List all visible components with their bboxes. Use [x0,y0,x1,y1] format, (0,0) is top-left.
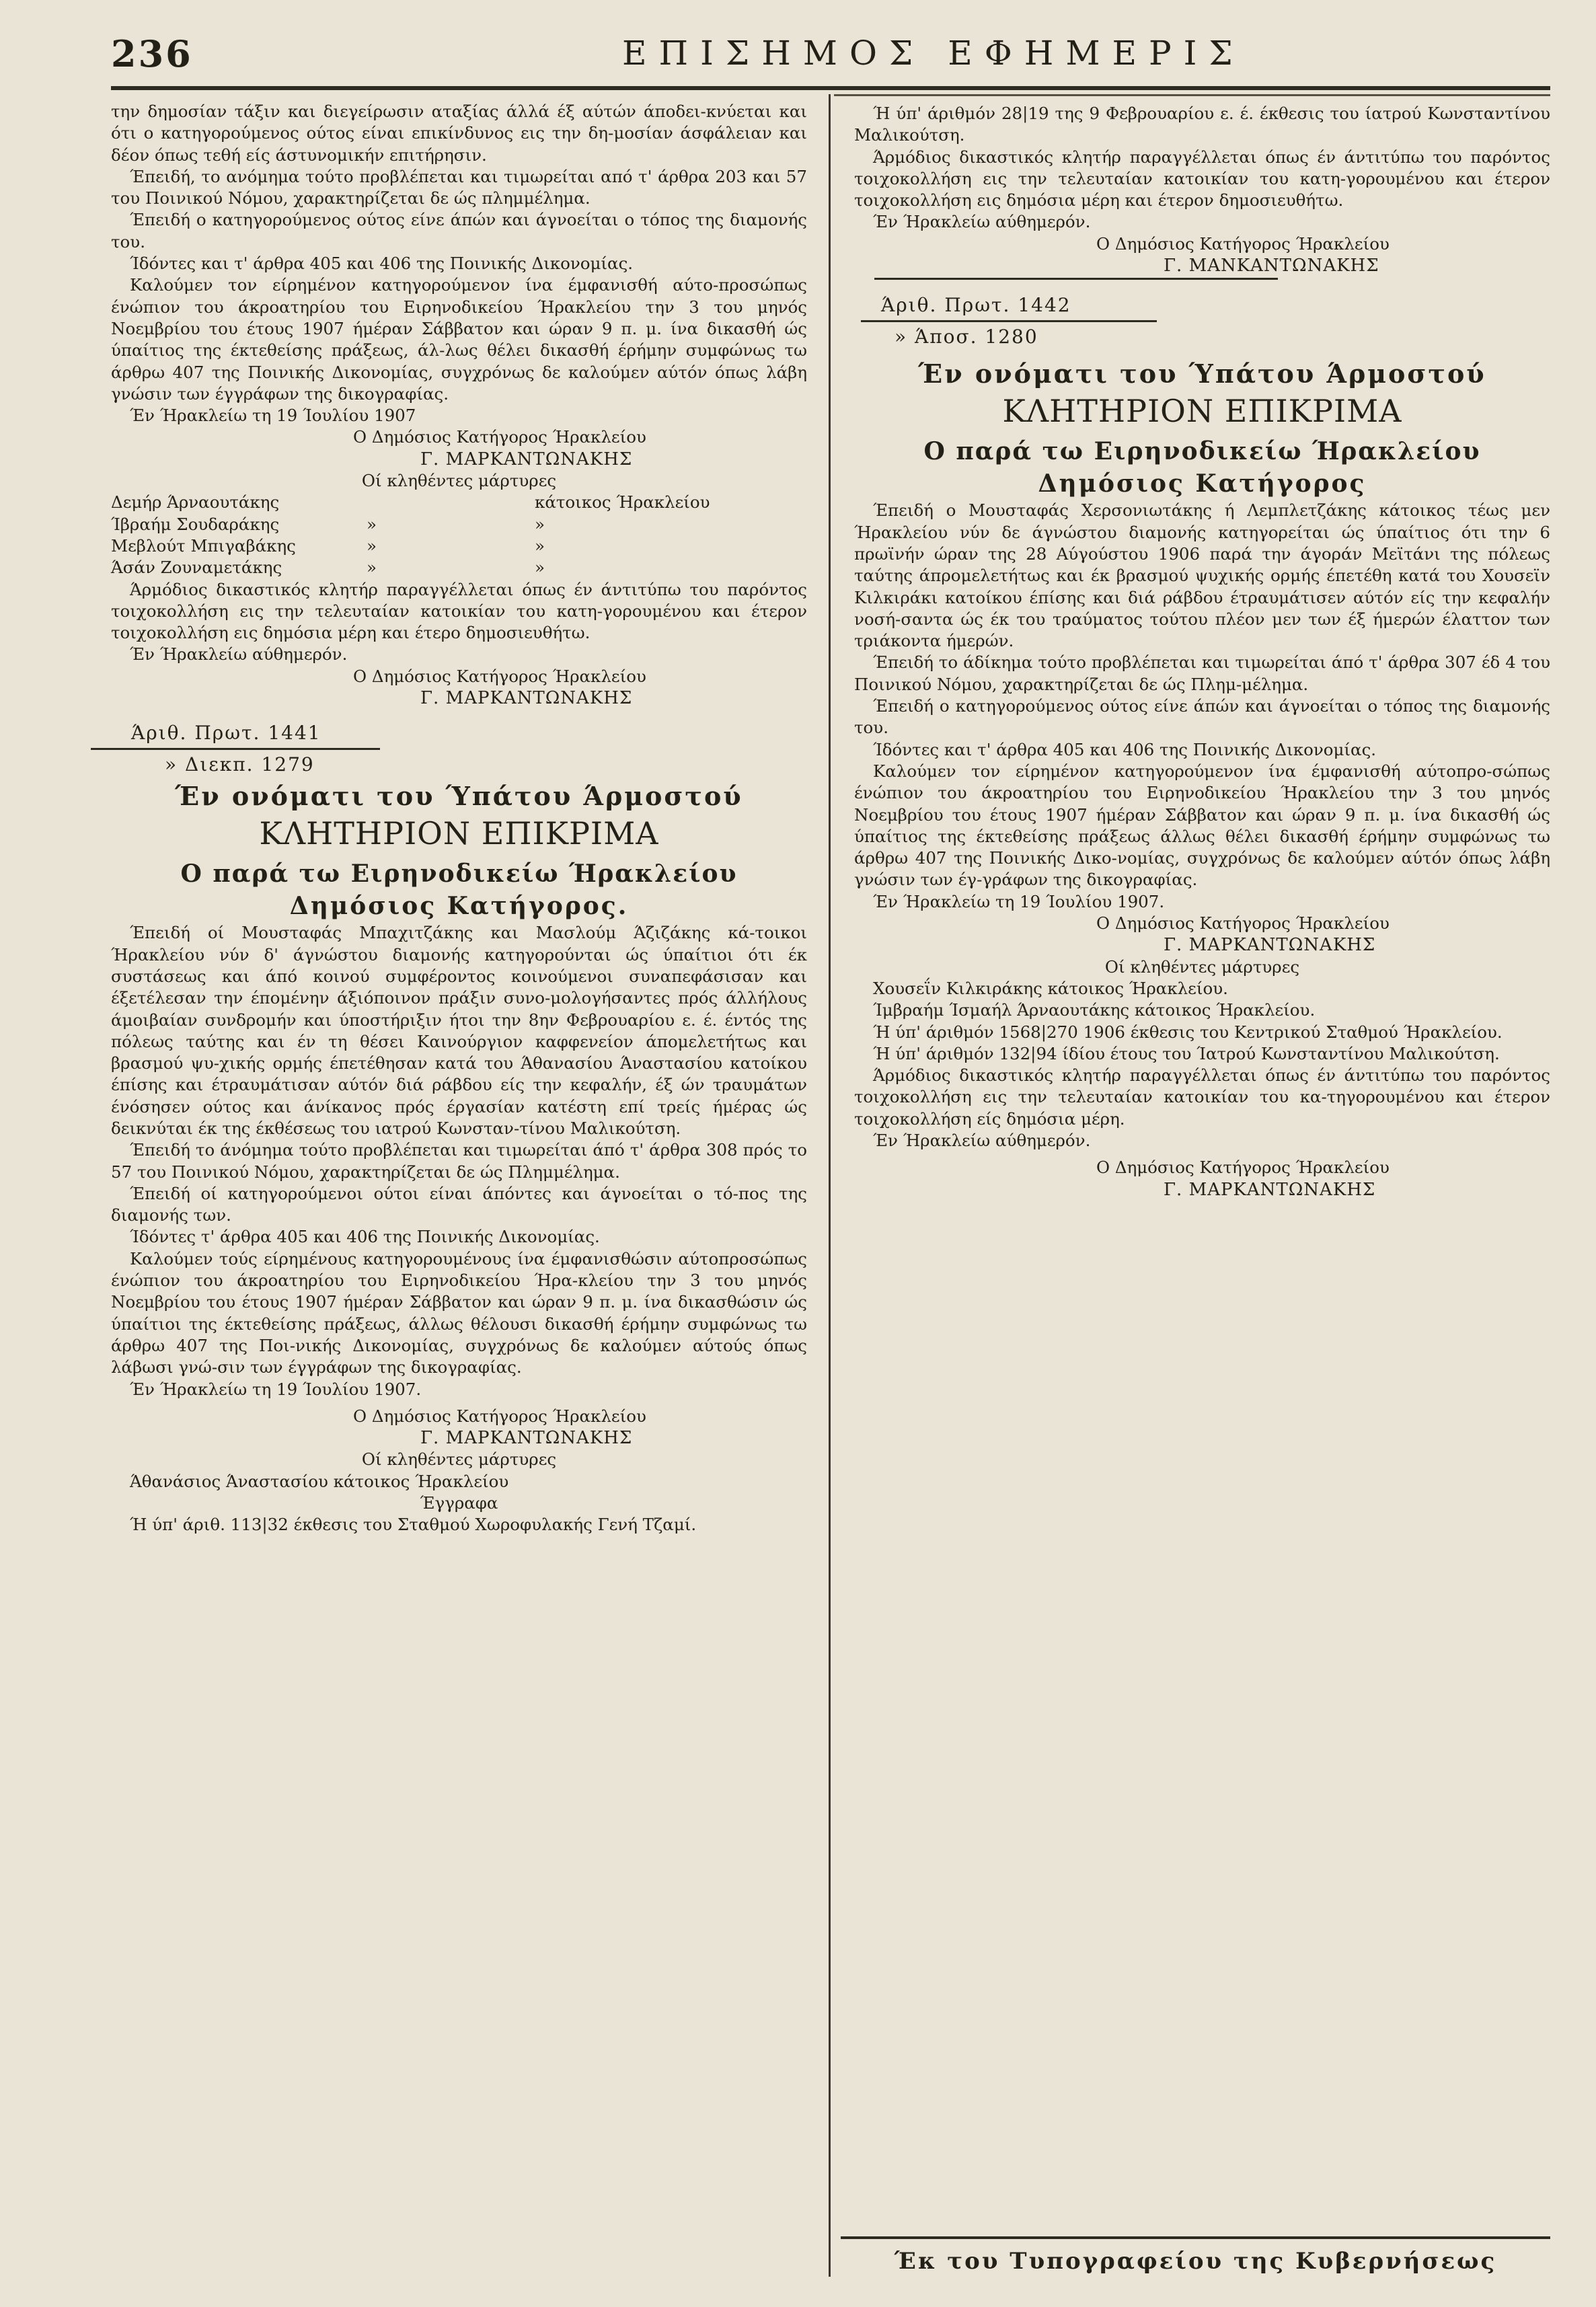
paragraph: Έπειδή οί κατηγορούμενοι ούτοι είναι άπόντες και άγνοείται ο τό-πος της διαμονής των. [111,1183,807,1225]
signature-office: Ο Δημόσιος Κατήγορος Ήρακλείου [1096,1158,1390,1178]
paragraph: Καλούμεν τούς είρημένους κατηγορουμένους ίνα έμφανισθώσιν αύτοπροσώπως ένώπιον του άκροατηρίου του Ειρηνοδικείου Ήρα-κλείου την 3 του μηνός Νοεμβρίου του έτους 1907 ήμέραν Σάββατον και ώραν 9 π. μ. ίνα δικασθώσιν ώς ύπαίτιοι της έκτεθείσης πράξεως, άλλως θέλουσι δικασθή έρήμην συμφώνως τω άρθρω 407 της Ποι-νικής Δικονομίας, συγχρόνως δε καλούμεν αύτούς όπως λάβωσι γνώ-σιν των έγγράφων της δικογραφίας. [111,1248,807,1377]
paragraph: Έπειδή ο κατηγορούμενος ούτος είνε άπών και άγνοείται ο τόπος της διαμονής του. [854,696,1550,738]
date-line: Έν Ήρακλείω τη 19 Ίουλίου 1907. [873,891,1165,911]
footer-rule [841,2236,1550,2239]
signature-office: Ο Δημόσιος Κατήγορος Ήρακλείου [1096,913,1390,934]
left-column [111,101,807,1536]
paragraph: Άρμόδιος δικαστικός κλητήρ παραγγέλλεται όπως έν άντιτύπω του παρόντος τοιχοκολλήση εις την τελευταίαν κατοικίαν του κα-τηγορουμένου και έτερον τοιχοκολλήση είς δημόσια μέρη. [854,1065,1550,1129]
paragraph: Καλούμεν τον είρημένον κατηγορούμενον ίνα έμφανισθή αύτο-προσώπως ένώπιον του άκροατηρίου του Ειρηνοδικείου Ήρακλείου την 3 του μηνός Νοεμβρίου του έτους 1907 ήμέραν Σάββατον και ώραν 9 π. μ. ίνα δικασθή ώς ύπαίτιος της έκτεθείσης πράξεως, άλ-λως θέλει δικασθή έρήμην συμφώνως τω άρθρω 407 της Ποινικής Δικονομίας, συγχρόνως δε καλούμεν αύτόν όπως λάβη γνώσιν των έγγράφων της δικογραφίας. [111,275,807,404]
paragraph: Έπειδή το άνόμημα τούτο προβλέπεται και τιμωρείται άπό τ' άρθρα 308 πρός το 57 του Ποινικού Νόμου, χαρακτηρίζεται δε ώς Πλημμέλημα. [111,1140,807,1182]
notice-heading-prosecutor: Δημόσιος Κατήγορος [1038,469,1367,498]
witness-row [111,492,807,513]
header-rule [111,86,1550,90]
witness-line: Ίμβραήμ Ίσμαήλ Άρναουτάκης κάτοικος Ήρακλείου. [873,1000,1316,1020]
notice-heading-court: Ο παρά τω Ειρηνοδικείω Ήρακλείου [923,437,1481,466]
dispatch-number: » Άποσ. 1280 [895,326,1038,348]
page-header [111,27,1550,82]
notice-heading-court: Ο παρά τω Ειρηνοδικείω Ήρακλείου [180,860,738,888]
notice-heading-name: Έν ονόματι του Ύπάτου Άρμοστού [918,358,1486,389]
divider-rule [861,320,1157,322]
paragraph: Ίδόντες και τ' άρθρα 405 και 406 της Ποινικής Δικονομίας. [873,739,1377,759]
paragraph: Ίδόντες τ' άρθρα 405 και 406 της Ποινικής Δικονομίας. [130,1227,600,1247]
document-line: Ή ύπ' άριθμόν 132|94 ίδίου έτους του Ίατρού Κωνσταντίνου Μαλικούτση. [873,1043,1500,1063]
witness-place: » [535,514,545,534]
date-line: Έν Ήρακλείω τη 19 Ίουλίου 1907. [130,1379,422,1399]
witness-mark [367,492,535,513]
footer [841,2230,1550,2278]
signature-office: Ο Δημόσιος Κατήγορος Ήρακλείου [353,1406,646,1426]
witness-row [111,535,807,557]
protocol-number: Άριθ. Πρωτ. 1442 [881,294,1071,317]
newspaper-title: ΕΠΙΣΗΜΟΣ ΕΦΗΜΕΡΙΣ [622,34,1245,73]
signature-office: Ο Δημόσιος Κατήγορος Ήρακλείου [353,666,646,686]
notice-heading-prosecutor: Δημόσιος Κατήγορος. [289,892,629,921]
witness-place: » [535,535,545,556]
printer-imprint: Έκ του Τυπογραφείου της Κυβερνήσεως [894,2248,1497,2275]
witness-name: Δεμήρ Άρναουτάκης [111,492,280,513]
right-column [854,101,1550,1201]
notice-heading-name: Έν ονόματι του Ύπάτου Άρμοστού [175,781,743,812]
paragraph: Ή ύπ' άριθμόν 28|19 της 9 Φεβρουαρίου ε. έ. έκθεσις του ίατρού Κωνσταντίνου Μαλικούτση. [854,104,1550,145]
witness-mark: » [367,514,377,534]
paragraph: Έπειδή ο Μουσταφάς Χερσονιωτάκης ή Λεμπλετζάκης κάτοικος τέως μεν Ήρακλείου νύν δε άγνώστου διαμονής κατηγορείται ώς ύπαίτιος ότι την 6 πρωϊνήν ώραν της 28 Αύγούστου 1906 παρά την άγοράν Μεϊτάνι της πόλεως ταύτης άπρομελετήτως και έκ βρασμού ψυχικής ορμής έπετέθη κατά του Χουσεϊν Κιλκιράκι κατοίκου έπίσης και διά ράβδου έτραυμάτισεν αύτόν είς την κεφαλήν νοσή-σαντα ώς έκ του τραύματος τούτου πλέον μεν των έξ ήμερών έλαττον των τριάκοντα ήμερών. [854,500,1550,651]
paragraph: την δημοσίαν τάξιν και διεγείρωσιν αταξίας άλλά έξ αύτών άποδει-κνύεται και ότι ο κατηγορούμενος ούτος είναι επικίνδυνος εις την δη-μοσίαν άσφάλειαν και δέον όπως τεθή είς άστυνομικήν επιτήρησιν. [111,102,807,165]
dispatch-number: » Διεκπ. 1279 [165,753,315,776]
witness-place: » [535,558,545,578]
witnesses-heading: Οί κληθέντες μάρτυρες [361,1449,557,1470]
paragraph: Καλούμεν τον είρημένον κατηγορούμενον ίνα έμφανισθή αύτοπρο-σώπως ένώπιον του άκροατηρίου του Ειρηνοδικείου Ήρακλείου την 3 του μηνός Νοεμβρίου του έτους 1907 ήμέραν Σάββατον και ώραν 9 π. μ. ίνα δικασθή ώς ύπαίτιος της έκτεθείσης πράξεως άλλως θέλει δικασθή έρήμην συμφώνως τω άρθρω 407 της Ποινικής Δικο-νομίας, συγχρόνως δε καλούμεν αύτόν όπως λάβη γνώσιν των έγ-γράφων της δικογραφίας. [854,761,1550,890]
witness-mark: » [367,535,377,556]
paragraph: Άρμόδιος δικαστικός κλητήρ παραγγέλλεται όπως έν άντιτύπω του παρόντος τοιχοκολλήση εις την τελευταίαν κατοικίαν του κατη-γορουμένου και έτερον τοιχοκολλήση εις δημόσια μέρη και έτερον δημοσιευθήτω. [854,147,1550,211]
protocol-number: Άριθ. Πρωτ. 1441 [131,722,321,745]
witness-row [111,557,807,578]
signature-name: Γ. ΜΑΡΚΑΝΤΩΝΑΚΗΣ [1164,935,1376,956]
date-line: Έν Ήρακλείω αύθημερόν. [873,212,1091,232]
date-line: Έν Ήρακλείω αύθημερόν. [873,1130,1091,1150]
header-rule-secondary [834,94,1550,96]
notice-heading-main: ΚΛΗΤΗΡΙΟΝ ΕΠΙΚΡΙΜΑ [1002,393,1402,430]
signature-name: Γ. ΜΑΡΚΑΝΤΩΝΑΚΗΣ [1164,1179,1376,1200]
paragraph: Έπειδή το άδίκημα τούτο προβλέπεται και τιμωρείται άπό τ' άρθρα 307 έδ 4 του Ποινικού Νόμου, χαρακτηρίζεται δε ώς Πλημ-μέλημα. [854,652,1550,694]
witnesses-heading: Οί κληθέντες μάρτυρες [361,471,557,491]
witness-name: Μεβλούτ Μπιγαβάκης [111,535,296,556]
paragraph: Άρμόδιος δικαστικός κλητήρ παραγγέλλεται όπως έν άντιτύπω του παρόντος τοιχοκολλήση εις την τελευταίαν κατοικίαν του κατη-γορουμένου και έτερον τοιχοκολλήση εις δημόσια μέρη και έτερο δημοσιευθήτω. [111,579,807,643]
signature-name: Γ. ΜΑΡΚΑΝΤΩΝΑΚΗΣ [420,688,633,709]
column-divider [829,94,831,2277]
witness-place: κάτοικος Ήρακλείου [535,492,710,513]
divider-rule [874,278,1278,280]
witness-name: Ίβραήμ Σουδαράκης [111,514,280,534]
witness-name: Άσάν Ζουναμετάκης [111,558,282,578]
divider-rule [91,748,380,750]
paragraph: Έπειδή οί Μουσταφάς Μπαχιτζάκης και Μασλούμ Άζιζάκης κά-τοικοι Ήρακλείου νύν δ' άγνώστου διαμονής κατηγορούνται ώς ύπαίτιοι ότι έκ συστάσεως και άπό κοινού συμφέροντος κοινούμενοι συναπεφάσισαν και έξετέλεσαν την έπομένην άξιόποινον πράξιν συνο-μολογήσαντες πρός άλλήλους άμοιβαίαν συνδρομήν και ύποστήριξιν ήτοι την 8ην Φεβρουαρίου ε. έ. έντός της πόλεως ταύτης και έν τη θέσει Καινούργιον καφφενείον άπομελετήτως και βρασμού ψυ-χικής ορμής έπετέθησαν κατά του Άθανασίου Άναστασίου κατοίκου έπίσης και έτραυμάτισαν αύτόν διά ράβδου είς την κεφαλήν, έξ ών τραυμάτων ένόσησεν ούτος και άνίκανος πρός έργασίαν κατέστη επί τρείς ήμέρας ώς δεικνύται έκ της έκθέσεως του ιατρού Κωνσταν-τίνου Μαλικούτση. [111,923,807,1138]
witnesses-heading: Οί κληθέντες μάρτυρες [1104,956,1300,977]
signature-name: Γ. ΜΑΡΚΑΝΤΩΝΑΚΗΣ [420,1428,633,1449]
notice-heading-main: ΚΛΗΤΗΡΙΟΝ ΕΠΙΚΡΙΜΑ [259,815,659,852]
paragraph: Ίδόντες και τ' άρθρα 405 και 406 της Ποινικής Δικονομίας. [130,254,634,274]
page-number: 236 [111,32,193,75]
date-line: Έν Ήρακλείω αύθημερόν. [130,644,348,665]
paragraph: Έπειδή ο κατηγορούμενος ούτος είνε άπών και άγνοείται ο τόπος της διαμονής του. [111,210,807,252]
date-line: Έν Ήρακλείω τη 19 Ίουλίου 1907 [130,406,416,426]
signature-office: Ο Δημόσιος Κατήγορος Ήρακλείου [353,427,646,447]
signature-name: Γ. ΜΑΝΚΑΝΤΩΝΑΚΗΣ [1164,256,1379,276]
documents-heading: Έγγραφα [420,1493,498,1513]
document-line: Ή ύπ' άριθμόν 1568|270 1906 έκθεσις του Κεντρικού Σταθμού Ήρακλείου. [873,1022,1503,1042]
witness-line: Χουσεΐν Κιλκιράκης κάτοικος Ήρακλείου. [873,978,1228,998]
paragraph: Έπειδή, το ανόμημα τούτο προβλέπεται και τιμωρείται από τ' άρθρα 203 και 57 του Ποινικού Νόμου, χαρακτηρίζεται δε ώς πλημμέλημα. [111,166,807,209]
witness-mark: » [367,558,377,578]
signature-office: Ο Δημόσιος Κατήγορος Ήρακλείου [1096,233,1390,254]
document-line: Ή ύπ' άριθ. 113|32 έκθεσις του Σταθμού Χωροφυλακής Γενή Τζαμί. [130,1515,697,1535]
witness-line: Άθανάσιος Άναστασίου κάτοικος Ήρακλείου [130,1471,509,1491]
witness-row [111,514,807,535]
signature-name: Γ. ΜΑΡΚΑΝΤΩΝΑΚΗΣ [420,449,633,469]
